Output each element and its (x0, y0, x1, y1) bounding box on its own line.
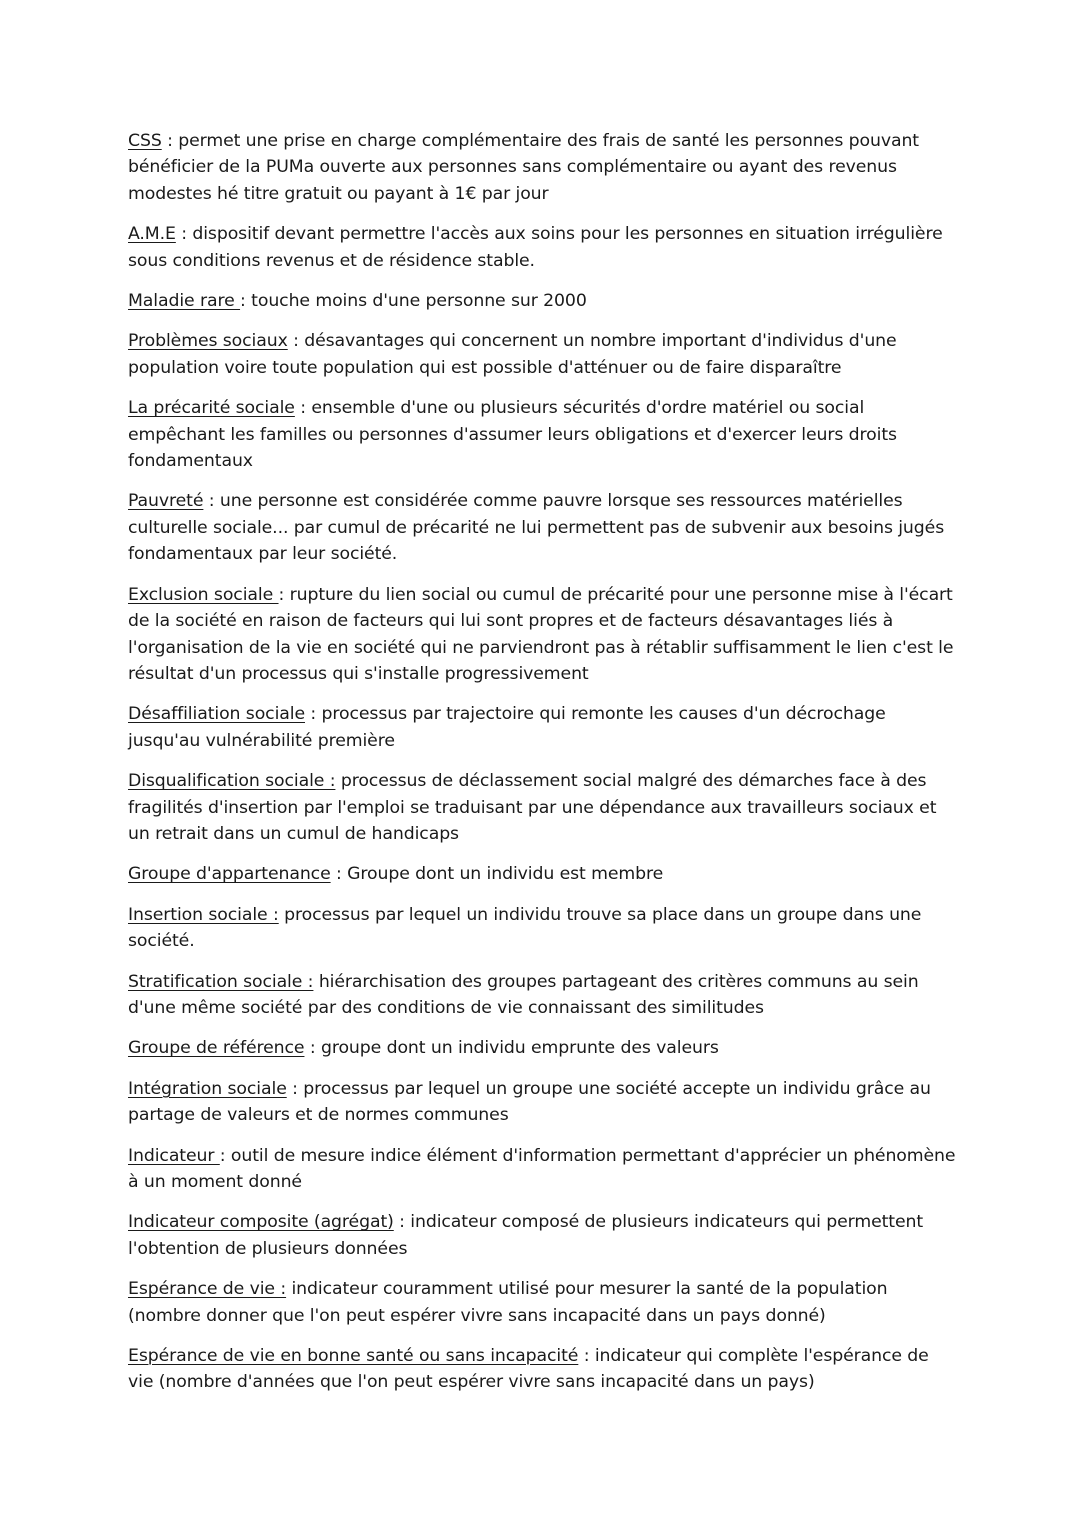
separator: : (393, 1212, 411, 1233)
term: Espérance de vie en bonne santé ou sans incapacité (128, 1346, 579, 1367)
definition-integration-sociale (128, 1076, 958, 1129)
separator: : (161, 131, 179, 151)
definition-pauvrete (128, 488, 958, 567)
definition-text: touche moins d'une personne sur 2000 (251, 291, 587, 312)
definition-groupe-reference (128, 1035, 958, 1061)
term: Indicateur composite (agrégat) (128, 1212, 394, 1233)
document-page (128, 128, 958, 1410)
definition-esperance-de-vie (128, 1276, 958, 1329)
separator: : (287, 331, 305, 352)
definition-text: processus de déclassement social malgré des démarches face à des fragilités d'insertion par l'emploi se traduisant par une dépendance aux travailleurs sociaux et un retrait dans un cumul de handicaps (128, 771, 937, 844)
term: Stratification sociale : (128, 971, 314, 992)
definition-text: groupe dont un individu emprunte des valeurs (320, 1038, 719, 1059)
separator: : (240, 291, 252, 312)
definition-indicateur (128, 1143, 958, 1196)
term: Indicateur (128, 1145, 220, 1166)
definition-text: indicateur qui complète l'espérance de vie (nombre d'années que l'on peut espérer vivre sans incapacité dans un pays) (128, 1346, 929, 1393)
definition-text: hiérarchisation des groupes partageant des critères communs au sein d'une même société par des conditions de vie connaissant des similitudes (128, 971, 919, 1018)
definition-groupe-appartenance (128, 861, 958, 887)
term: Intégration sociale (128, 1078, 287, 1099)
term: Insertion sociale : (128, 904, 279, 925)
definition-text: processus par trajectoire qui remonte les causes d'un décrochage jusqu'au vulnérabilité première (128, 704, 886, 751)
separator: : (286, 1078, 304, 1099)
definition-text: indicateur couramment utilisé pour mesurer la santé de la population (nombre donner que l'on peut espérer vivre sans incapacité dans un pays donné) (128, 1279, 888, 1326)
definition-indicateur-composite (128, 1209, 958, 1262)
term: A.M.E (128, 224, 176, 245)
term: Pauvreté (128, 491, 204, 512)
separator: : (304, 1038, 321, 1059)
term: CSS (128, 131, 162, 151)
definition-stratification-sociale (128, 969, 958, 1022)
definition-text: processus par lequel un individu trouve sa place dans un groupe dans une société. (128, 904, 922, 952)
separator: : (294, 398, 312, 419)
definition-exclusion-sociale (128, 582, 958, 688)
definition-insertion-sociale (128, 902, 958, 955)
definition-text: ensemble d'une ou plusieurs sécurités d'ordre matériel ou social empêchant les familles ou personnes d'assumer leurs obligations et d'exercer leurs droits fondamentaux (128, 398, 897, 472)
definition-text: permet une prise en charge complémentaire des frais de santé les personnes pouvant bénéficier de la PUMa ouverte aux personnes sans complémentaire ou ayant des revenus modestes hé titre gratuit ou payant à 1€ par jour (128, 131, 919, 204)
definition-text: une personne est considérée comme pauvre lorsque ses ressources matérielles culturelle sociale... par cumul de précarité ne lui permettent pas de subvenir aux besoins jugés fondamentaux par leur société. (128, 491, 945, 565)
term: Espérance de vie : (128, 1279, 287, 1300)
term: Maladie rare (128, 291, 241, 312)
definition-text: dispositif devant permettre l'accès aux soins pour les personnes en situation irrégulière sous conditions revenus et de résidence stable. (128, 224, 943, 271)
definition-disqualification-sociale (128, 768, 958, 847)
definition-desaffiliation-sociale (128, 701, 958, 754)
term: La précarité sociale (128, 398, 295, 419)
term: Groupe d'appartenance (128, 864, 331, 885)
definition-text: rupture du lien social ou cumul de précarité pour une personne mise à l'écart de la société en raison de facteurs qui lui sont propres et de facteurs désavantages liés à l'organisation de la vie en société qui ne parviendront pas à rétablir suffisamment le lien c'est le résultat d'un processus qui s'installe progressivement (128, 584, 954, 684)
definition-maladie-rare (128, 288, 958, 314)
definition-css (128, 128, 958, 207)
term: Groupe de référence (128, 1038, 305, 1059)
term: Problèmes sociaux (128, 331, 288, 352)
definition-text: processus par lequel un groupe une société accepte un individu grâce au partage de valeurs et de normes communes (128, 1078, 931, 1126)
definition-text: indicateur composé de plusieurs indicateurs qui permettent l'obtention de plusieurs données (128, 1212, 924, 1259)
term: Désaffiliation sociale (128, 704, 305, 725)
separator: : (305, 704, 322, 725)
definition-precarite-sociale (128, 395, 958, 474)
definition-esperance-de-vie-bonne-sante (128, 1343, 958, 1396)
term: Exclusion sociale (128, 584, 279, 605)
definition-text: Groupe dont un individu est membre (347, 864, 664, 885)
definition-ame (128, 221, 958, 274)
separator: : (219, 1145, 231, 1166)
separator: : (175, 224, 193, 245)
separator: : (578, 1346, 595, 1367)
separator: : (203, 491, 220, 512)
definition-text: outil de mesure indice élément d'information permettant d'apprécier un phénomène à un moment donné (128, 1145, 956, 1192)
separator: : (278, 584, 290, 605)
definition-problemes-sociaux (128, 328, 958, 381)
definition-text: désavantages qui concernent un nombre important d'individus d'une population voire toute population qui est possible d'atténuer ou de faire disparaître (128, 331, 897, 378)
separator: : (330, 864, 348, 885)
term: Disqualification sociale : (128, 771, 336, 792)
